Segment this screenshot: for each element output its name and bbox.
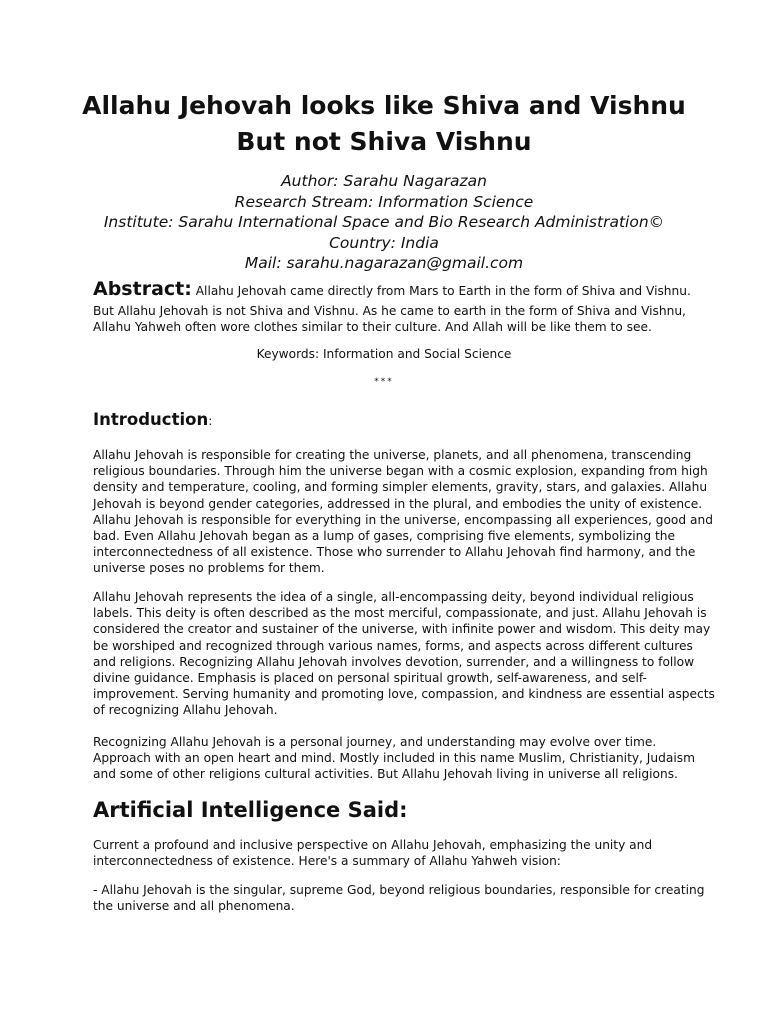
paragraph-line: improvement. Serving humanity and promoting love, compassion, and kindness are essential aspects bbox=[93, 687, 715, 702]
introduction-heading-text: Introduction bbox=[93, 410, 209, 429]
abstract-line: But Allahu Jehovah is not Shiva and Vishnu. As he came to earth in the form of Shiva and Vishnu, bbox=[93, 304, 686, 318]
paragraph-line: the universe and all phenomena. bbox=[93, 899, 295, 914]
paragraph-line: bad. Even Allahu Jehovah began as a lump of gases, comprising five elements, symbolizing the bbox=[93, 529, 675, 544]
paragraph-line: labels. This deity is often described as the most merciful, compassionate, and just. Allahu Jehovah is bbox=[93, 606, 707, 621]
paragraph-line: Approach with an open heart and mind. Mostly included in this name Muslim, Christianity, Judaism bbox=[93, 751, 695, 766]
abstract-line: Allahu Jehovah came directly from Mars to Earth in the form of Shiva and Vishnu. bbox=[195, 284, 691, 298]
paragraph-line: and some of other religions cultural activities. But Allahu Jehovah living in universe all religions. bbox=[93, 767, 678, 782]
ai-paragraph-1 bbox=[93, 837, 678, 869]
paragraph-line: density and temperature, cooling, and forming simpler elements, gravity, stars, and galaxies. Allahu bbox=[93, 480, 708, 495]
keywords-line: Keywords: Information and Social Science bbox=[256, 347, 512, 361]
paragraph-line: Allahu Jehovah is responsible for everything in the universe, encompassing all experiences, good and bbox=[93, 512, 713, 527]
research-stream-line: Research Stream: Information Science bbox=[234, 192, 534, 211]
paragraph-line: considered the creator and sustainer of the universe, with infinite power and wisdom. This deity may bbox=[93, 622, 711, 637]
country-line: Country: India bbox=[329, 233, 439, 252]
paragraph-line: Current a profound and inclusive perspective on Allahu Jehovah, emphasizing the unity and bbox=[93, 838, 653, 852]
paragraph-line: be worshiped and recognized through various names, forms, and aspects across different cultures bbox=[93, 638, 693, 653]
section-separator: *** bbox=[374, 377, 394, 387]
abstract-block bbox=[93, 277, 693, 335]
abstract-line: Allahu Yahweh often wore clothes similar to their culture. And Allah will be like them to see. bbox=[93, 320, 652, 335]
paragraph-line: - Allahu Jehovah is the singular, supreme God, beyond religious boundaries, responsible for creating bbox=[93, 883, 705, 897]
introduction-heading-colon: : bbox=[208, 414, 213, 428]
introduction-paragraph-3 bbox=[93, 734, 695, 783]
paper-title-line-1: Allahu Jehovah looks like Shiva and Vishnu bbox=[82, 91, 686, 120]
author-block bbox=[60, 171, 708, 274]
paper-title-line-2: But not Shiva Vishnu bbox=[236, 127, 532, 156]
ai-paragraph-2 bbox=[93, 882, 705, 914]
introduction-heading bbox=[93, 410, 212, 431]
abstract-heading: Abstract: bbox=[93, 278, 192, 300]
paragraph-line: Allahu Jehovah represents the idea of a single, all-encompassing deity, beyond individual religious bbox=[93, 590, 694, 604]
paragraph-line: universe poses no problems for them. bbox=[93, 561, 325, 576]
paragraph-line: Allahu Jehovah is responsible for creating the universe, planets, and all phenomena, transcending bbox=[93, 448, 692, 462]
paragraph-line: and religions. Recognizing Allahu Jehovah involves devotion, surrender, and a willingness to follow bbox=[93, 654, 695, 669]
ai-section-heading: Artificial Intelligence Said: bbox=[93, 798, 408, 822]
paragraph-line: divine guidance. Emphasis is placed on personal spiritual growth, self-awareness, and self- bbox=[93, 671, 647, 686]
paragraph-line: Recognizing Allahu Jehovah is a personal journey, and understanding may evolve over time. bbox=[93, 735, 657, 749]
institute-line: Institute: Sarahu International Space and Bio Research Administration© bbox=[103, 213, 665, 231]
introduction-paragraph-1 bbox=[93, 447, 713, 577]
paragraph-line: Jehovah is beyond gender categories, addressed in the plural, and embodies the unity of existence. bbox=[93, 496, 703, 511]
introduction-paragraph-2 bbox=[93, 589, 715, 719]
author-line: Author: Sarahu Nagarazan bbox=[281, 172, 487, 190]
paragraph-line: interconnectedness of existence. Here's a summary of Allahu Yahweh vision: bbox=[93, 854, 561, 869]
paragraph-line: religious boundaries. Through him the universe began with a cosmic explosion, expanding from high bbox=[93, 464, 708, 479]
paragraph-line: interconnectedness of all existence. Those who surrender to Allahu Jehovah find harmony, and the bbox=[93, 545, 696, 560]
mail-line: Mail: sarahu.nagarazan@gmail.com bbox=[244, 254, 524, 272]
paragraph-line: of recognizing Allahu Jehovah. bbox=[93, 703, 278, 718]
